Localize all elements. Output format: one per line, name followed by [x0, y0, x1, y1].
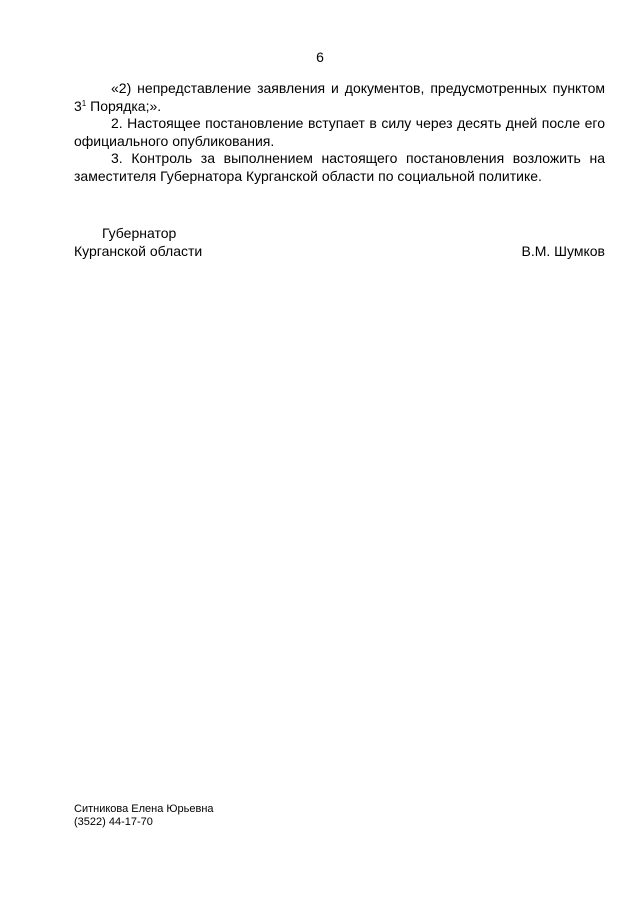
paragraph-3: 3. Контроль за выполнением настоящего постановления возложить на заместителя Губернатора Курганской области по социальной политике.: [74, 150, 605, 184]
signatory-title-line-1: Губернатор: [102, 225, 177, 241]
signatory-title-line-2: Курганской области: [74, 242, 203, 259]
signature-block: [74, 225, 605, 260]
executor-phone: (3522) 44-17-70: [74, 816, 153, 828]
paragraph-2: 2. Настоящее постановление вступает в силу через десять дней после его официального опубликования.: [74, 115, 605, 149]
page-number: 6: [316, 49, 324, 65]
paragraph-1-superscript: 1: [81, 98, 87, 108]
signatory-name: В.М. Шумков: [521, 242, 605, 259]
executor-footer: [74, 803, 214, 829]
paragraph-1-text: «2) непредставление заявления и документов, предусмотренных пунктом 3: [74, 80, 605, 114]
signature-row: [74, 243, 605, 261]
executor-name: Ситникова Елена Юрьевна: [74, 803, 214, 815]
document-body: [74, 80, 605, 185]
paragraph-1: [74, 80, 605, 115]
paragraph-1-tail: Порядка;».: [86, 97, 162, 114]
